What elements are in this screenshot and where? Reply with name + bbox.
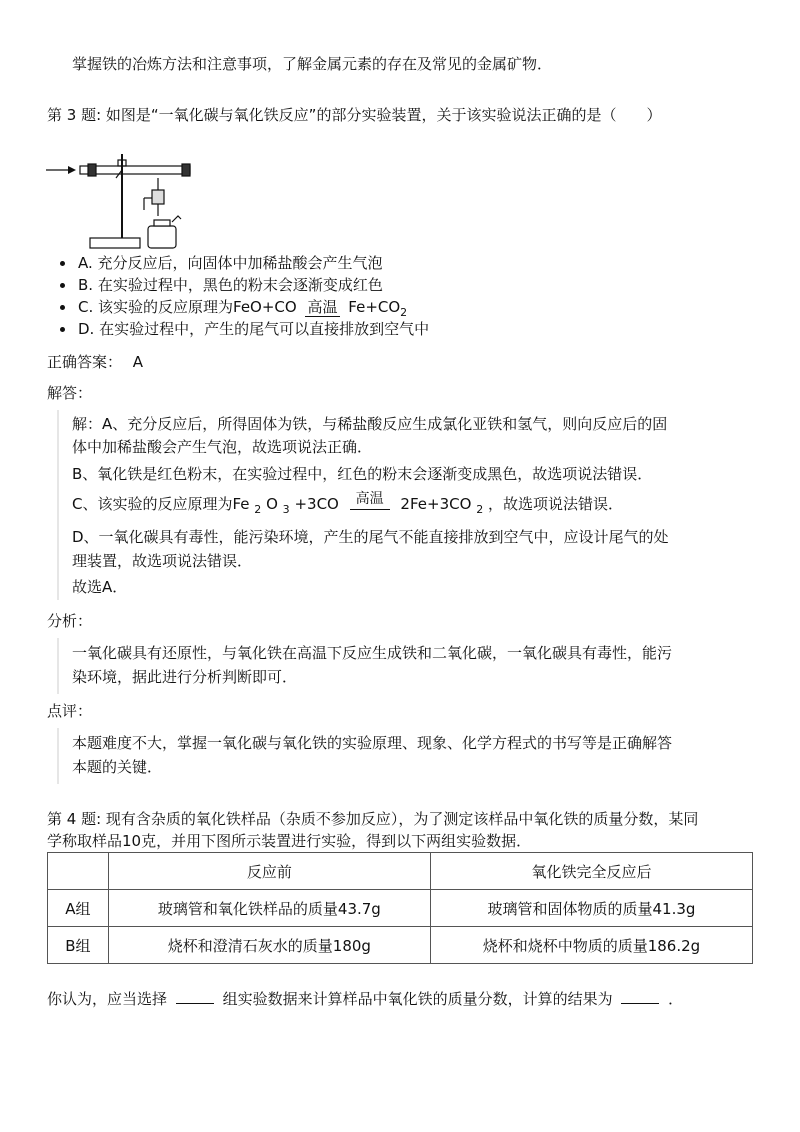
analysis-line-1: 一氧化碳具有还原性，与氧化铁在高温下反应生成铁和二氧化碳，一氧化碳具有毒性，能污: [72, 644, 673, 662]
solution-indent-bar: [57, 410, 59, 600]
table-cell: 玻璃管和氧化铁样品的质量43.7g: [108, 890, 430, 927]
option-c-prefix: C. 该实验的反应原理为FeO+CO: [78, 298, 297, 316]
question-3-options: [56, 252, 429, 340]
solution-line-6: 理装置，故选项说法错误．: [72, 552, 253, 570]
solution-line-7: 故选A．: [72, 578, 128, 596]
option-c[interactable]: [56, 296, 429, 318]
question-4-line-1: 第 4 题: 现有含杂质的氧化铁样品（杂质不参加反应），为了测定该样品中氧化铁的质量分数，某同: [47, 810, 699, 828]
analysis-indent-bar: [57, 638, 59, 694]
prompt-part-2: 组实验数据来计算样品中氧化铁的质量分数，计算的结果为: [222, 990, 613, 1008]
iron-stand-base: [90, 238, 140, 248]
option-c-suffix: Fe+CO: [348, 298, 401, 316]
answer-line: [47, 352, 143, 372]
data-table: [47, 852, 753, 964]
equation-end: ，故选项说法错误．: [487, 495, 623, 513]
equation-rhs: 2Fe+3CO: [400, 495, 472, 513]
equation-sub-2: 3: [282, 503, 290, 516]
equation-co: +3CO: [294, 495, 339, 513]
option-c-condition: 高温: [307, 298, 338, 316]
comment-line-2: 本题的关键．: [72, 758, 163, 776]
equation-o: O: [266, 495, 278, 513]
analysis-line-2: 染环境，据此进行分析判断即可．: [72, 668, 298, 686]
solution-line-2: 体中加稀盐酸会产生气泡，故选项说法正确．: [72, 438, 373, 456]
table-header-cell: [48, 853, 109, 890]
question-4-line-2: 学称取样品10克，并用下图所示装置进行实验，得到以下两组实验数据．: [47, 832, 532, 850]
table-row: [48, 927, 753, 964]
table-header-cell: 氧化铁完全反应后: [430, 853, 752, 890]
intro-line: 掌握铁的冶炼方法和注意事项，了解金属元素的存在及常见的金属矿物．: [72, 55, 553, 73]
comment-indent-bar: [57, 728, 59, 784]
answer-value: A: [132, 353, 144, 371]
table-cell: 烧杯和烧杯中物质的质量186.2g: [430, 927, 752, 964]
solution-line-5: D、一氧化碳具有毒性，能污染环境，产生的尾气不能直接排放到空气中，应设计尾气的处: [72, 528, 669, 546]
table-cell: 烧杯和澄清石灰水的质量180g: [108, 927, 430, 964]
solution-line-4: [72, 491, 623, 520]
table-cell: A组: [48, 890, 109, 927]
table-header-cell: 反应前: [108, 853, 430, 890]
analysis-label: 分析：: [47, 612, 93, 630]
option-b[interactable]: B. 在实验过程中，黑色的粉末会逐渐变成红色: [56, 274, 429, 296]
comment-label: 点评：: [47, 702, 93, 720]
alcohol-burner: [148, 226, 176, 248]
answer-label: 正确答案：: [47, 353, 123, 371]
table-cell: B组: [48, 927, 109, 964]
table-cell: 玻璃管和固体物质的质量41.3g: [430, 890, 752, 927]
answer-blank-group[interactable]: [176, 989, 214, 1004]
question-4-prompt: [47, 989, 683, 1009]
answer-blank-result[interactable]: [621, 989, 659, 1004]
solution-label: 解答：: [47, 384, 93, 402]
option-d[interactable]: D. 在实验过程中，产生的尾气可以直接排放到空气中: [56, 318, 429, 340]
solution-line-3: B、氧化铁是红色粉末，在实验过程中，红色的粉末会逐渐变成黑色，故选项说法错误．: [72, 465, 653, 483]
solution-line-1: 解：A、充分反应后，所得固体为铁，与稀盐酸反应生成氯化亚铁和氢气，则向反应后的固: [72, 415, 668, 433]
equation-condition: 高温: [350, 489, 390, 510]
prompt-part-1: 你认为，应当选择: [47, 990, 168, 1008]
equation-sub-3: 2: [476, 503, 484, 516]
option-c-subscript: 2: [400, 306, 408, 319]
table-header-row: [48, 853, 753, 890]
comment-line-1: 本题难度不大，掌握一氧化碳与氧化铁的实验原理、现象、化学方程式的书写等是正确解答: [72, 734, 673, 752]
table-row: [48, 890, 753, 927]
question-3-title: 第 3 题: 如图是“一氧化碳与氧化铁反应”的部分实验装置，关于该实验说法正确的是（ ）: [47, 106, 662, 124]
equation-sub-1: 2: [254, 503, 262, 516]
equation-fe: C、该实验的反应原理为Fe: [72, 495, 250, 513]
option-a[interactable]: A. 充分反应后，向固体中加稀盐酸会产生气泡: [56, 252, 429, 274]
prompt-end: ．: [668, 990, 684, 1008]
apparatus-diagram: [44, 150, 194, 254]
